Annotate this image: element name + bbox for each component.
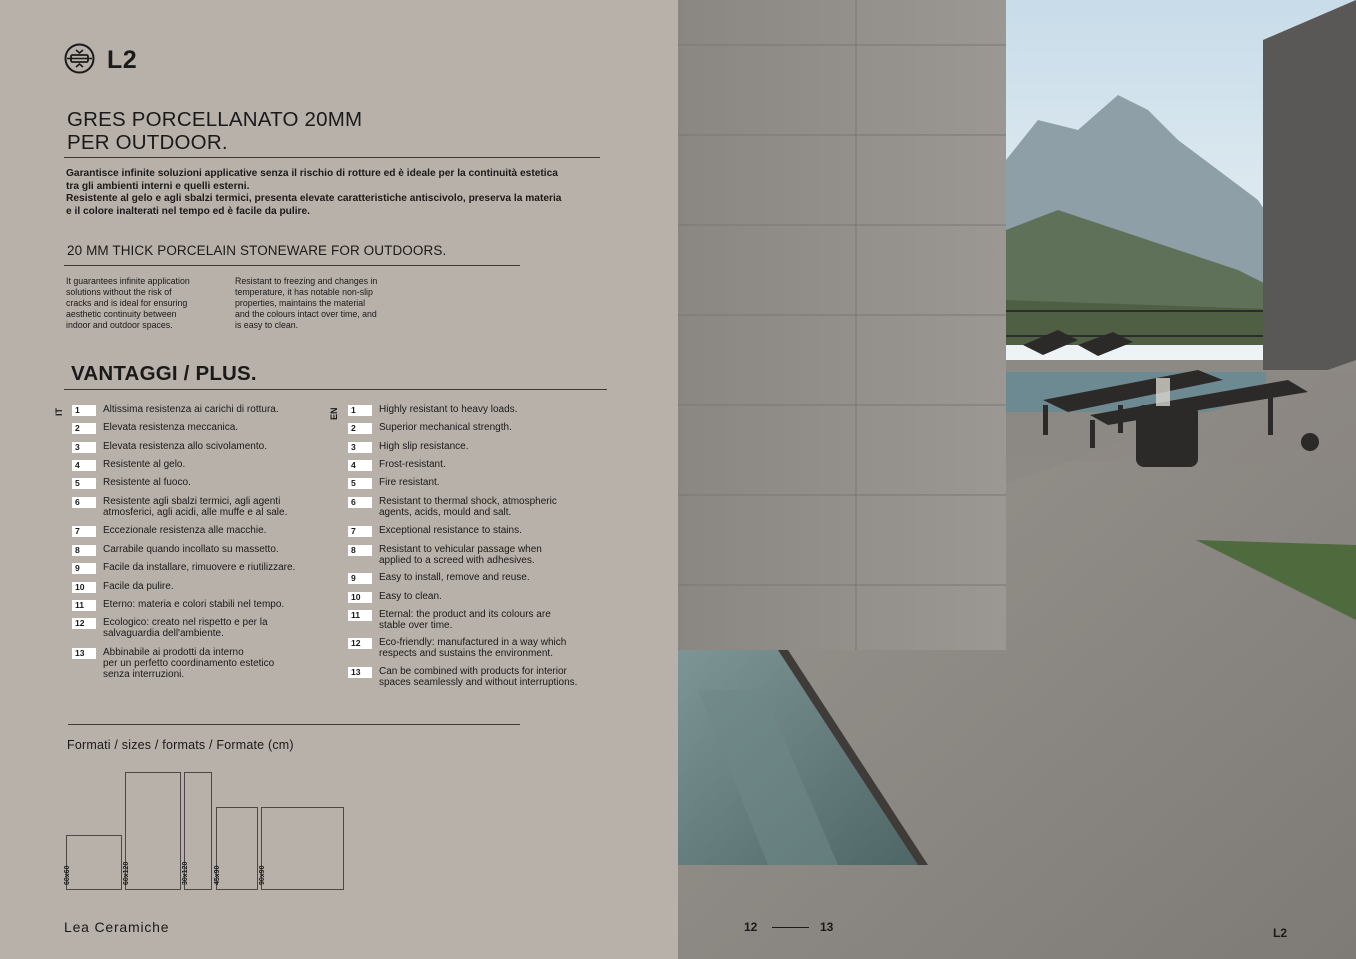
- advantage-number: 8: [72, 545, 96, 556]
- advantage-number: 1: [72, 405, 96, 416]
- advantage-text: Easy to install, remove and reuse.: [379, 572, 530, 583]
- advantage-text: Resistente al gelo.: [103, 459, 186, 470]
- advantage-number: 12: [72, 618, 96, 629]
- advantage-text: Facile da installare, rimuovere e riutilizzare.: [103, 562, 296, 573]
- advantage-text: Eterno: materia e colori stabili nel tempo.: [103, 599, 285, 610]
- tile-level-icon: [64, 43, 95, 74]
- intro-italian: Garantisce infinite soluzioni applicative senza il rischio di rotture ed è ideale per la continuità estetica tra gli ambienti interni e quelli esterni. Resistente al gelo e agli sbalzi termici, presenta elevate caratteristiche antiscivolo, preserva la materia e il colore inalterati nel tempo ed è facile da pulire.: [66, 168, 562, 217]
- advantage-number: 5: [72, 478, 96, 489]
- advantage-text: Exceptional resistance to stains.: [379, 525, 522, 536]
- page-separator: [772, 927, 809, 928]
- advantage-number: 6: [348, 497, 372, 508]
- divider: [64, 389, 607, 390]
- formats-title: Formati / sizes / formats / Formate (cm): [67, 738, 294, 752]
- advantage-text: Eccezionale resistenza alle macchie.: [103, 525, 267, 536]
- format-45x90: 45x90: [216, 807, 258, 890]
- advantage-text: Facile da pulire.: [103, 581, 174, 592]
- advantage-text: Fire resistant.: [379, 477, 440, 488]
- advantage-text: Resistente al fuoco.: [103, 477, 191, 488]
- intro-english-col1: It guarantees infinite application solutions without the risk of cracks and is ideal for ensuring aesthetic continuity between indoor and outdoor spaces.: [66, 276, 190, 330]
- advantage-number: 1: [348, 405, 372, 416]
- intro-english-col2: Resistant to freezing and changes in temperature, it has notable non-slip properties, maintains the material and the colours intact over time, and is easy to clean.: [235, 276, 378, 330]
- lang-tag-it: IT: [54, 408, 64, 416]
- advantage-number: 7: [348, 526, 372, 537]
- advantage-text: Resistant to thermal shock, atmospheric agents, acids, mould and salt.: [379, 496, 557, 518]
- series-code: L2: [107, 46, 138, 74]
- format-90x90: 90x90: [261, 807, 344, 890]
- advantage-number: 13: [348, 667, 372, 678]
- divider: [68, 724, 520, 725]
- advantage-number: 8: [348, 545, 372, 556]
- advantage-number: 11: [72, 600, 96, 611]
- advantage-text: Carrabile quando incollato su massetto.: [103, 544, 279, 555]
- advantage-text: High slip resistance.: [379, 441, 469, 452]
- advantage-number: 9: [348, 573, 372, 584]
- advantage-number: 7: [72, 526, 96, 537]
- advantage-text: Highly resistant to heavy loads.: [379, 404, 518, 415]
- advantages-list-it: [72, 405, 322, 695]
- format-60x60: 60x60: [66, 835, 122, 890]
- format-30x120: 30x120: [184, 772, 212, 890]
- title-italian: GRES PORCELLANATO 20MM PER OUTDOOR.: [67, 108, 363, 154]
- advantage-text: Abbinabile ai prodotti da interno per un perfetto coordinamento estetico senza interruzioni.: [103, 647, 275, 680]
- advantage-text: Elevata resistenza allo scivolamento.: [103, 441, 267, 452]
- advantage-number: 11: [348, 610, 372, 621]
- advantages-list-en: [348, 405, 608, 695]
- advantage-number: 9: [72, 563, 96, 574]
- terrace-scene-illustration: [678, 0, 1356, 959]
- format-60x120: 60x120: [125, 772, 181, 890]
- advantage-number: 4: [72, 460, 96, 471]
- lang-tag-en: EN: [329, 407, 339, 420]
- advantage-number: 12: [348, 638, 372, 649]
- advantage-number: 5: [348, 478, 372, 489]
- advantage-number: 4: [348, 460, 372, 471]
- page-number-left: 12: [744, 920, 758, 934]
- advantage-text: Resistente agli sbalzi termici, agli agenti atmosferici, agli acidi, alle muffe e al sale.: [103, 496, 288, 518]
- advantage-number: 13: [72, 648, 96, 659]
- advantage-number: 6: [72, 497, 96, 508]
- advantage-text: Eco-friendly: manufactured in a way which respects and sustains the environment.: [379, 637, 567, 659]
- advantage-text: Ecologico: creato nel rispetto e per la salvaguardia dell'ambiente.: [103, 617, 268, 639]
- advantage-text: Superior mechanical strength.: [379, 422, 512, 433]
- page-number-right: 13: [820, 920, 834, 934]
- brand-name: Lea Ceramiche: [64, 919, 170, 935]
- advantage-text: Resistant to vehicular passage when applied to a screed with adhesives.: [379, 544, 542, 566]
- advantage-text: Altissima resistenza ai carichi di rottura.: [103, 404, 279, 415]
- series-tag: L2: [1273, 926, 1288, 940]
- advantage-text: Easy to clean.: [379, 591, 442, 602]
- advantage-number: 2: [72, 423, 96, 434]
- outdoor-terrace-photo: [678, 0, 1356, 959]
- title-english: 20 MM THICK PORCELAIN STONEWARE FOR OUTDOORS.: [67, 243, 447, 258]
- divider: [64, 157, 600, 158]
- advantage-number: 10: [348, 592, 372, 603]
- advantage-text: Elevata resistenza meccanica.: [103, 422, 239, 433]
- advantage-text: Frost-resistant.: [379, 459, 446, 470]
- advantage-number: 3: [348, 442, 372, 453]
- divider: [64, 265, 520, 266]
- advantage-text: Eternal: the product and its colours are stable over time.: [379, 609, 551, 631]
- plus-title: VANTAGGI / PLUS.: [71, 362, 257, 385]
- advantage-text: Can be combined with products for interior spaces seamlessly and without interruptions.: [379, 666, 578, 688]
- advantage-number: 10: [72, 582, 96, 593]
- advantage-number: 2: [348, 423, 372, 434]
- advantage-number: 3: [72, 442, 96, 453]
